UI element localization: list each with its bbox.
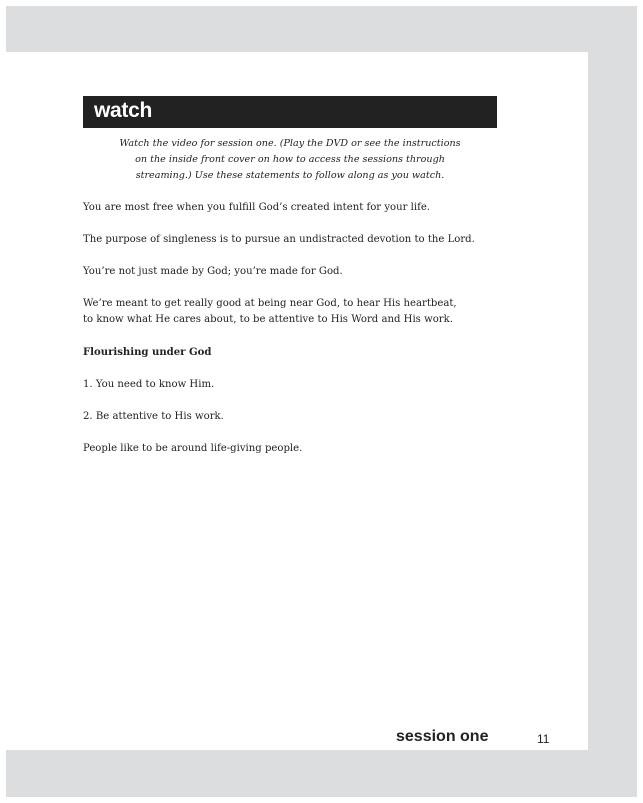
session-label: session one (396, 728, 489, 745)
statement-paragraph: People like to be around life-giving people. (83, 443, 303, 454)
statement-paragraph: You are most free when you fulfill God’s created intent for your life. (83, 202, 431, 213)
statement-paragraph: You’re not just made by God; you’re made for God. (83, 266, 343, 277)
page-frame-bottom (6, 750, 637, 797)
statement-line: to know what He cares about, to be attentive to His Word and His work. (83, 314, 453, 325)
page-frame-right (588, 52, 637, 750)
subheading: Flourishing under God (83, 347, 212, 358)
numbered-point: 2. Be attentive to His work. (83, 411, 224, 422)
document-page (6, 52, 588, 750)
statement-paragraph: The purpose of singleness is to pursue an undistracted devotion to the Lord. (83, 234, 475, 245)
instructions-line: streaming.) Use these statements to follow along as you watch. (135, 170, 445, 181)
instructions-line: Watch the video for session one. (Play the DVD or see the instructions (119, 138, 461, 149)
statement-paragraph (83, 296, 457, 328)
page-frame-top (6, 6, 637, 52)
statement-line: We’re meant to get really good at being near God, to hear His heartbeat, (83, 298, 457, 309)
section-title: watch (94, 99, 153, 122)
instructions-line: on the inside front cover on how to access the sessions through (135, 154, 445, 165)
page-number: 11 (537, 732, 550, 746)
section-header-bar (83, 96, 497, 128)
watch-instructions (83, 136, 497, 184)
numbered-point: 1. You need to know Him. (83, 379, 215, 390)
